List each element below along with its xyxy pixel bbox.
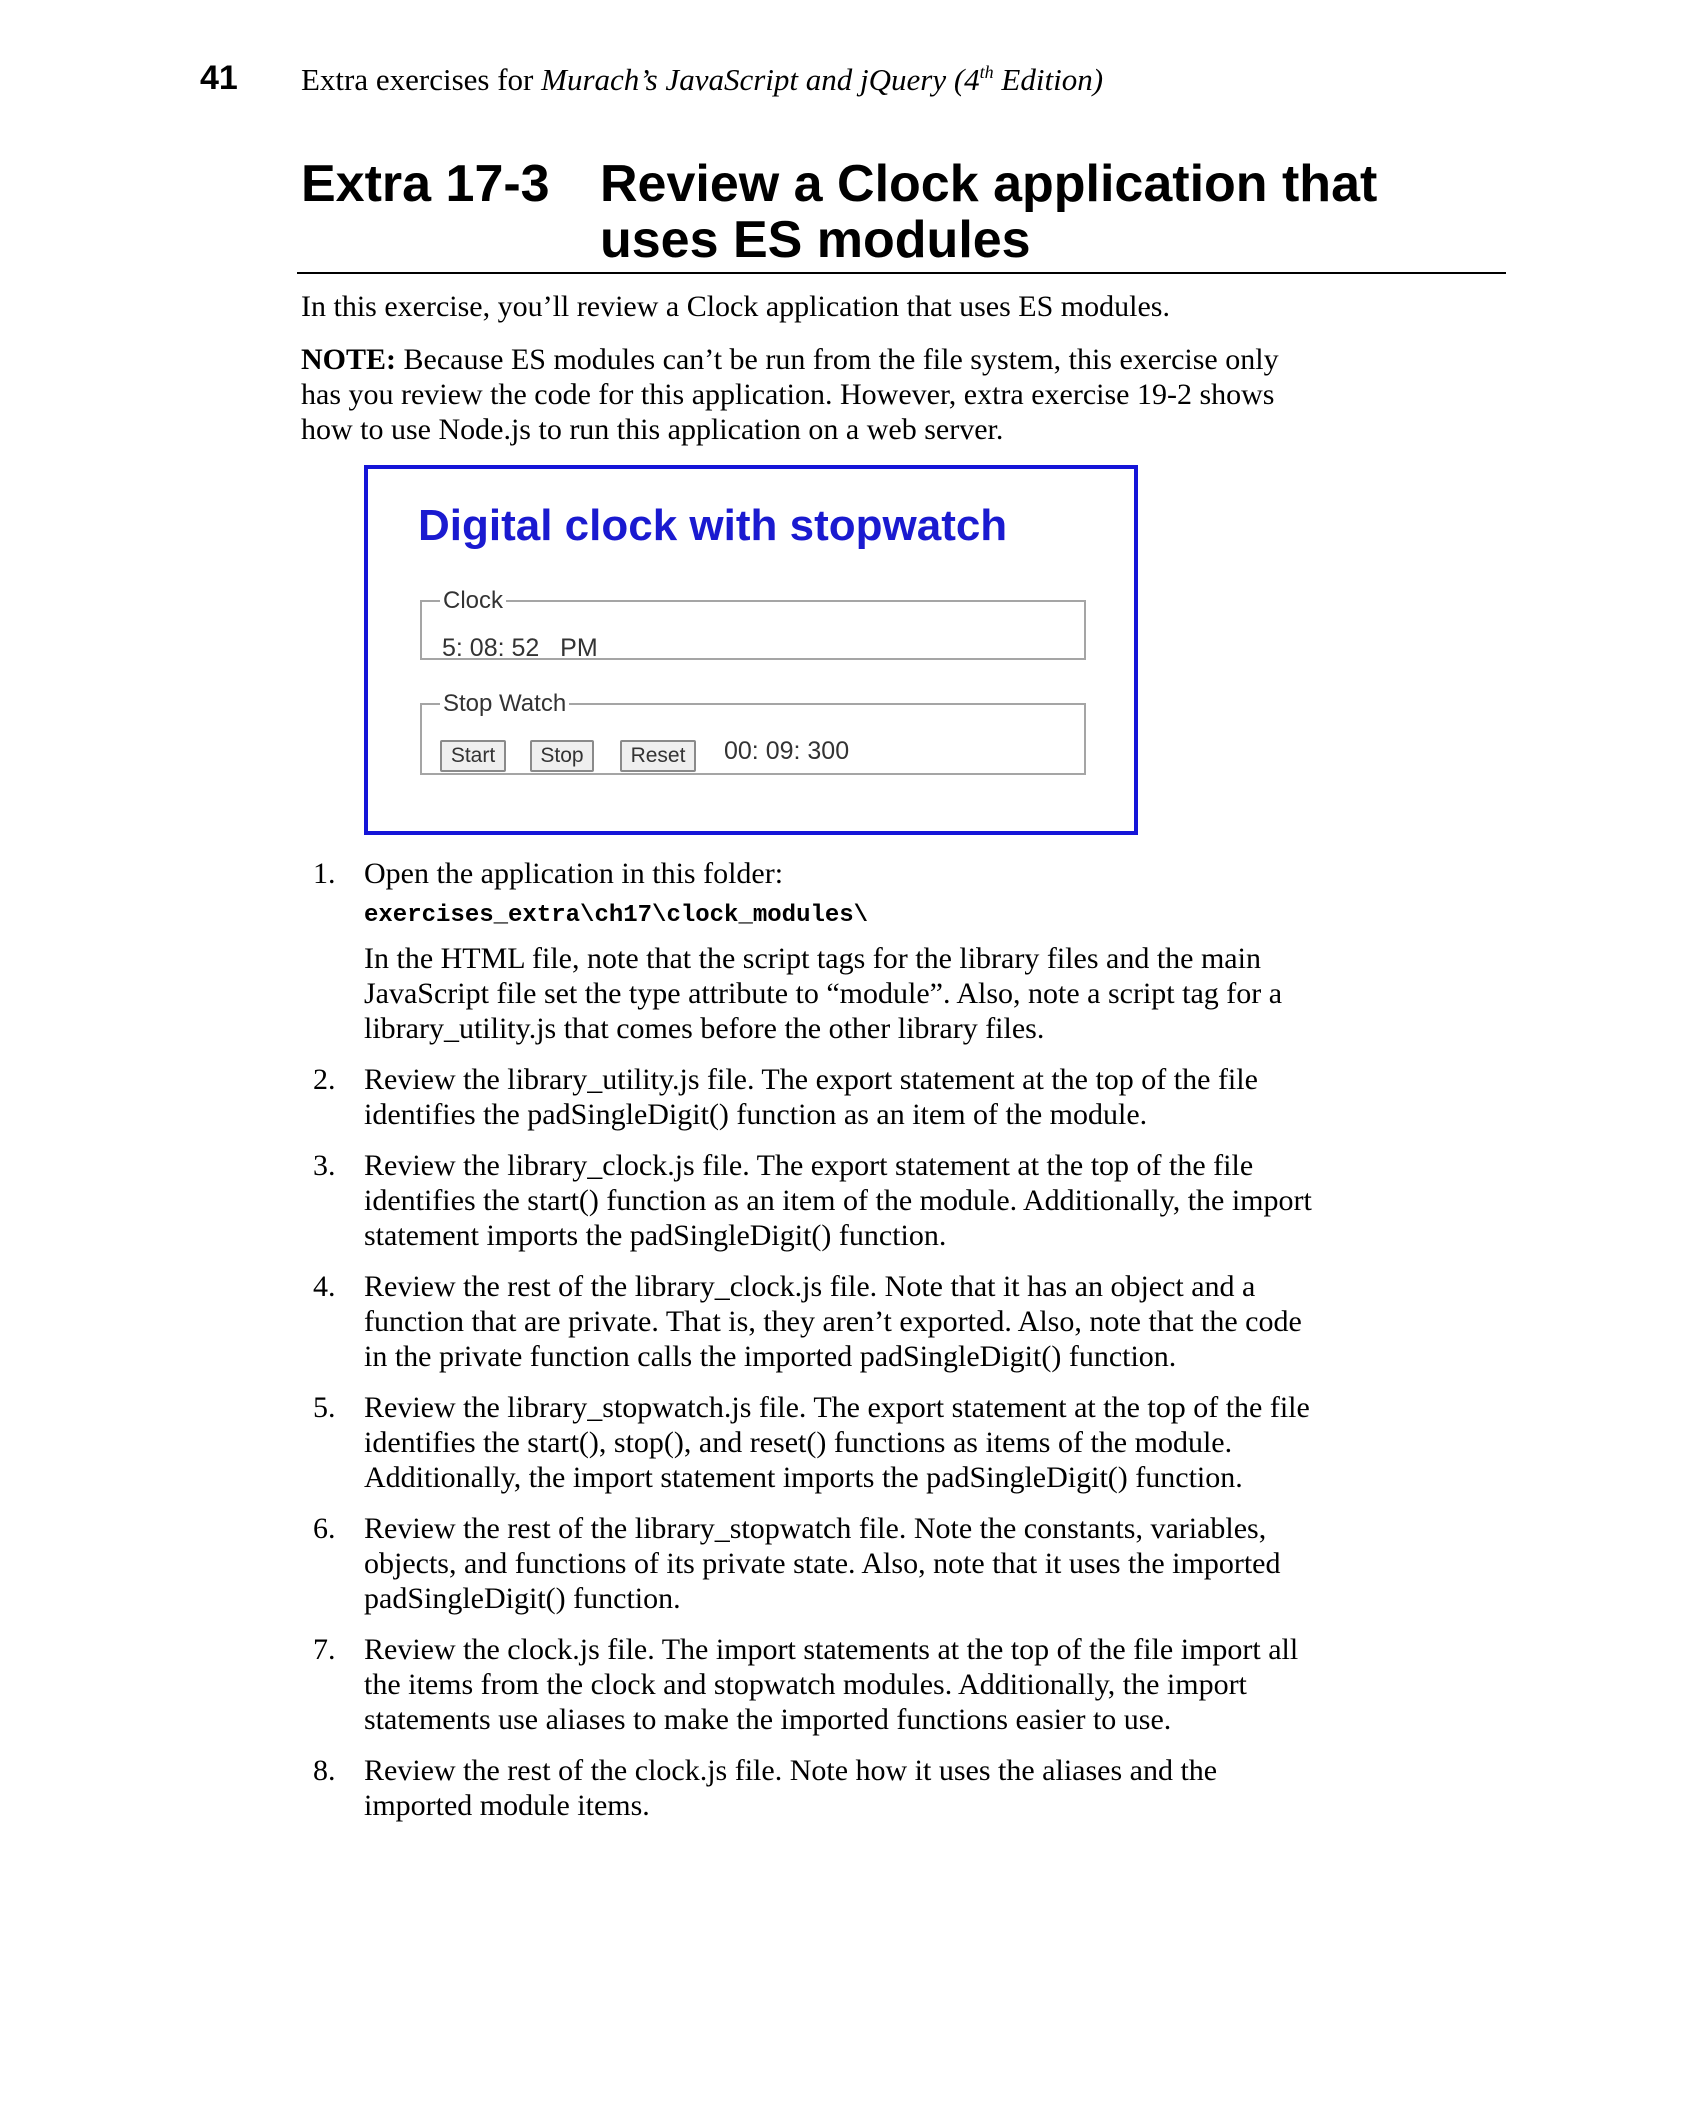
list-item [301,1753,1331,1823]
list-item [301,1269,1331,1374]
step-text: Open the application in this folder: [364,857,784,890]
list-item [301,1511,1331,1616]
exercise-heading: Review a Clock application that uses ES modules [600,155,1378,269]
step-number: 7. [313,1633,336,1666]
step-number: 8. [313,1754,336,1787]
running-head-prefix: Extra exercises for [301,62,542,97]
step-number: 6. [313,1512,336,1545]
intro-paragraph: In this exercise, you’ll review a Clock application that uses ES modules. [301,290,1170,323]
book-title-sup: th [979,62,994,82]
page-number: 41 [200,59,238,97]
step-number: 3. [313,1149,336,1182]
stopwatch-fieldset [420,691,1086,775]
book-title-text: Murach’s JavaScript and jQuery (4 [541,62,980,97]
title-divider [297,272,1506,274]
note-label: NOTE: [301,343,397,376]
note-paragraph [301,342,1321,447]
step-number: 1. [313,857,336,890]
start-button[interactable]: Start [440,740,506,772]
step-text: Review the library_utility.js file. The export statement at the top of the file identifies the padSingleDigit() function as an item of the module. [364,1063,1258,1131]
page-header [0,58,1691,98]
folder-path: exercises_extra\ch17\clock_modules\ [364,902,869,929]
steps-list [301,856,1331,1839]
reset-button[interactable]: Reset [620,740,696,772]
list-item [301,1632,1331,1737]
list-item [301,1390,1331,1495]
list-item [301,1062,1331,1132]
step-text: Review the library_clock.js file. The export statement at the top of the file identifies the start() function as an item of the module. Additionally, the import statement imports the padSingleDigit() function. [364,1149,1312,1252]
clock-legend: Clock [443,587,504,614]
step-text-continued: In the HTML file, note that the script tags for the library files and the main JavaScript file set the type attribute to “module”. Also, note a script tag for a library_utility.js that comes before the other library files. [364,942,1283,1045]
stopwatch-legend: Stop Watch [443,690,567,717]
stop-button[interactable]: Stop [530,740,594,772]
app-screenshot [364,465,1138,835]
stopwatch-time: 00: 09: 300 [724,737,850,765]
note-text: Because ES modules can’t be run from the file system, this exercise only has you review the code for this application. However, extra exercise 19-2 shows how to use Node.js to run this application on a web server. [301,343,1279,446]
step-number: 2. [313,1063,336,1096]
step-number: 5. [313,1391,336,1424]
book-title [541,62,1103,97]
step-text: Review the library_stopwatch.js file. The export statement at the top of the file identifies the start(), stop(), and reset() functions as items of the module. Additionally, the import statement imports the padSingleDigit() function. [364,1391,1310,1494]
step-text: Review the rest of the clock.js file. Note how it uses the aliases and the imported module items. [364,1754,1218,1822]
step-text: Review the rest of the library_clock.js file. Note that it has an object and a function that are private. That is, they aren’t exported. Also, note that the code in the private function calls the imported padSingleDigit() function. [364,1270,1302,1373]
clock-fieldset [420,588,1086,660]
app-title: Digital clock with stopwatch [418,501,1008,550]
step-number: 4. [313,1270,336,1303]
step-text: Review the clock.js file. The import statements at the top of the file import all the items from the clock and stopwatch modules. Additionally, the import statements use aliases to make the imported functions easier to use. [364,1633,1299,1736]
list-item [301,1148,1331,1253]
exercise-number: Extra 17-3 [301,155,550,213]
step-text: Review the rest of the library_stopwatch file. Note the constants, variables, objects, and functions of its private state. Also, note that it uses the imported padSingleDigit() function. [364,1512,1281,1615]
book-title-suffix: Edition) [993,62,1104,97]
list-item [301,856,1331,1046]
clock-time: 5: 08: 52 PM [442,634,598,662]
running-head [301,60,1103,100]
